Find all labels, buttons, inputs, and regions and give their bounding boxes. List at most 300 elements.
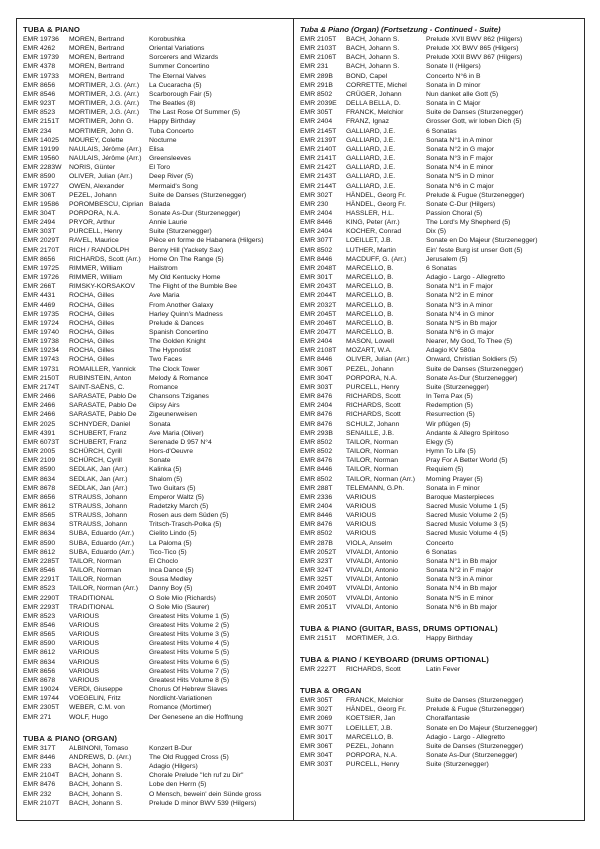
item-code: EMR 2151T xyxy=(300,634,337,642)
item-code: EMR 2005 xyxy=(23,448,56,456)
item-code: EMR 2103T xyxy=(300,45,337,53)
item-title: O Mensch, bewein' dein Sünde gross xyxy=(149,790,262,798)
item-composer: STRAUSS, Johann xyxy=(69,493,128,501)
item-title: Elegy (5) xyxy=(426,438,454,446)
item-composer: PEZEL, Johann xyxy=(346,742,394,750)
item-code: EMR 304T xyxy=(300,752,333,760)
item-composer: VIVALDI, Antonio xyxy=(346,576,399,584)
item-title: Sonata N°5 in E minor xyxy=(426,594,494,602)
item-code: EMR 8612 xyxy=(23,548,56,556)
item-code: EMR 2039E xyxy=(300,100,337,108)
item-composer: VARIOUS xyxy=(69,676,100,684)
item-composer: VIVALDI, Antonio xyxy=(346,585,399,593)
item-title: The Flight of the Bumble Bee xyxy=(149,283,238,291)
item-title: Andante & Allegro Spiritoso xyxy=(426,429,509,437)
item-composer: VARIOUS xyxy=(69,631,100,639)
catalog-row xyxy=(300,99,581,108)
item-title: Sonate en Do Majeur (Sturzenegger) xyxy=(426,237,538,245)
catalog-row xyxy=(300,310,581,319)
item-title: Pray For A Better World (5) xyxy=(426,457,508,465)
catalog-row xyxy=(300,714,581,723)
catalog-row xyxy=(23,456,290,465)
item-composer: SCHUBERT, Franz xyxy=(69,438,127,446)
item-title: Harley Quinn's Madness xyxy=(149,310,223,318)
item-composer: RAVEL, Maurice xyxy=(69,237,119,245)
item-code: EMR 266T xyxy=(23,283,56,291)
item-composer: VARIOUS xyxy=(69,612,100,620)
item-code: EMR 8590 xyxy=(23,640,56,648)
item-code: EMR 302T xyxy=(300,191,333,199)
item-code: EMR 231 xyxy=(300,63,329,71)
item-code: EMR 303T xyxy=(23,228,56,236)
item-title: Radetzky March (5) xyxy=(149,502,209,510)
item-title: El Toro xyxy=(149,164,171,172)
catalog-row xyxy=(300,475,581,484)
catalog-row xyxy=(300,273,581,282)
catalog-row xyxy=(300,751,581,760)
catalog-row xyxy=(23,346,290,355)
item-code: EMR 8678 xyxy=(23,484,56,492)
item-composer: VARIOUS xyxy=(69,649,100,657)
item-title: Nun danket alle Gott (5) xyxy=(426,90,499,98)
item-code: EMR 2107T xyxy=(23,799,60,807)
item-composer: HÄNDEL, Georg Fr. xyxy=(346,200,407,208)
catalog-row xyxy=(23,762,290,771)
item-title: Hailstrom xyxy=(149,264,178,272)
item-title: Suite de Danses (Sturzenegger) xyxy=(426,109,524,117)
catalog-row xyxy=(23,790,290,799)
item-title: Summer Concertino xyxy=(149,63,210,71)
item-code: EMR 307T xyxy=(300,724,333,732)
catalog-row xyxy=(300,172,581,181)
item-composer: VIVALDI, Antonio xyxy=(346,557,399,565)
item-composer: VARIOUS xyxy=(346,502,377,510)
item-composer: TAILOR, Norman (Arr.) xyxy=(346,475,415,483)
item-composer: HASSLER, H.L. xyxy=(346,209,394,217)
item-composer: STRAUSS, Johann xyxy=(69,521,128,529)
item-code: EMR 293B xyxy=(300,429,333,437)
item-title: Sonate As-Dur (Sturzenegger) xyxy=(149,209,241,217)
catalog-row xyxy=(300,392,581,401)
item-title: Prelude D minor BWV 539 (Hilgers) xyxy=(149,799,257,807)
item-code: EMR 19234 xyxy=(23,347,59,355)
catalog-row xyxy=(23,771,290,780)
catalog-row xyxy=(300,665,581,674)
item-title: Melody & Romance xyxy=(149,374,209,382)
item-code: EMR 8678 xyxy=(23,676,56,684)
catalog-row xyxy=(23,374,290,383)
item-title: Sonata N°2 in E minor xyxy=(426,292,494,300)
catalog-column-right xyxy=(294,19,584,820)
item-composer: VOEGELIN, Fritz xyxy=(69,695,121,703)
item-title: Concerto N°6 in B xyxy=(426,72,481,80)
item-title: Suite de Danses (Sturzenegger) xyxy=(426,697,524,705)
catalog-row xyxy=(23,355,290,364)
item-title: Sonata N°4 in E minor xyxy=(426,164,494,172)
item-composer: ROCHA, Gilles xyxy=(69,301,115,309)
catalog-row xyxy=(23,799,290,808)
item-composer: VIVALDI, Antonio xyxy=(346,603,399,611)
item-code: EMR 304T xyxy=(23,209,56,217)
item-title: Chorus Of Hebrew Slaves xyxy=(149,686,228,694)
item-code: EMR 8502 xyxy=(300,90,333,98)
item-code: EMR 305T xyxy=(300,697,333,705)
catalog-row xyxy=(23,246,290,255)
item-composer: VARIOUS xyxy=(346,530,377,538)
item-composer: SEDLAK, Jan (Arr.) xyxy=(69,484,128,492)
item-code: EMR 234 xyxy=(23,127,52,135)
item-title: Sonate xyxy=(149,457,171,465)
item-code: EMR 2032T xyxy=(300,301,337,309)
item-code: EMR 8446 xyxy=(23,753,56,761)
item-code: EMR 303T xyxy=(300,383,333,391)
item-title: My Old Kentucky Home xyxy=(149,274,221,282)
catalog-row xyxy=(300,365,581,374)
item-composer: LOEILLET, J.B. xyxy=(346,724,393,732)
catalog-row xyxy=(300,438,581,447)
catalog-row xyxy=(23,630,290,639)
catalog-row xyxy=(23,621,290,630)
catalog-row xyxy=(300,264,581,273)
catalog-row xyxy=(23,72,290,81)
catalog-row xyxy=(300,127,581,136)
catalog-row xyxy=(23,639,290,648)
item-title: Balada xyxy=(149,200,171,208)
item-composer: ROCHA, Gilles xyxy=(69,338,115,346)
item-code: EMR 2142T xyxy=(300,164,337,172)
catalog-section xyxy=(23,733,290,808)
item-composer: BACH, Johann S. xyxy=(346,45,400,53)
item-code: EMR 8565 xyxy=(23,631,56,639)
item-title: O Sole Mio (Richards) xyxy=(149,594,216,602)
item-composer: VARIOUS xyxy=(346,493,377,501)
item-title: The Lord's My Shepherd (5) xyxy=(426,219,511,227)
item-title: La Cucaracha (5) xyxy=(149,81,202,89)
item-composer: TAILOR, Norman xyxy=(346,448,398,456)
item-code: EMR 287B xyxy=(300,539,333,547)
item-code: EMR 2052T xyxy=(300,548,337,556)
catalog-row xyxy=(300,53,581,62)
item-composer: MORTIMER, J.G. (Arr.) xyxy=(69,109,140,117)
catalog-row xyxy=(300,117,581,126)
item-title: Greatest Hits Volume 1 (5) xyxy=(149,612,230,620)
item-title: Redemption (5) xyxy=(426,402,473,410)
item-composer: SCHÜRCH, Cyrill xyxy=(69,448,122,456)
catalog-row xyxy=(300,742,581,751)
item-composer: RICHARDS, Scott (Arr.) xyxy=(69,255,141,263)
catalog-section xyxy=(300,654,581,674)
item-title: Sonata in F minor xyxy=(426,484,480,492)
item-composer: RIMMER, William xyxy=(69,274,123,282)
item-composer: OLIVER, Julian (Arr.) xyxy=(69,173,133,181)
item-code: EMR 2227T xyxy=(300,666,337,673)
item-composer: ANDREWS, D. (Arr.) xyxy=(69,753,132,761)
catalog-row xyxy=(23,218,290,227)
catalog-row xyxy=(23,53,290,62)
item-composer: ROCHA, Gilles xyxy=(69,310,115,318)
item-composer: MORTIMER, J.G. xyxy=(346,634,400,642)
item-code: EMR 317T xyxy=(23,744,56,752)
item-code: EMR 2046T xyxy=(300,319,337,327)
catalog-row xyxy=(300,346,581,355)
catalog-row xyxy=(300,236,581,245)
item-composer: PRYOR, Arthur xyxy=(69,219,115,227)
catalog-row xyxy=(300,337,581,346)
catalog-row xyxy=(300,374,581,383)
item-composer: RICHARDS, Scott xyxy=(346,402,401,410)
item-composer: KOETSIER, Jan xyxy=(346,715,396,723)
item-composer: BACH, Johann S. xyxy=(69,772,123,780)
item-composer: MARCELLO, B. xyxy=(346,274,394,282)
item-title: The Hypnotist xyxy=(149,347,191,355)
item-composer: BOND, Capel xyxy=(346,72,388,80)
item-composer: BACH, Johann S. xyxy=(69,799,123,807)
item-code: EMR 8502 xyxy=(300,246,333,254)
item-code: EMR 2043T xyxy=(300,283,337,291)
item-code: EMR 8634 xyxy=(23,475,56,483)
item-code: EMR 8546 xyxy=(23,567,56,575)
catalog-row xyxy=(23,383,290,392)
item-composer: WOLF, Hugo xyxy=(69,713,108,721)
item-title: Prelude & Dances xyxy=(149,319,204,327)
item-title: Sonata in C Major xyxy=(426,100,481,108)
catalog-row xyxy=(300,705,581,714)
item-title: Grosser Gott, wir loben Dich (5) xyxy=(426,118,522,126)
catalog-row xyxy=(300,447,581,456)
item-composer: ROCHA, Gilles xyxy=(69,356,115,364)
item-code: EMR 2404 xyxy=(300,402,333,410)
item-title: Sonata N°2 in F major xyxy=(426,567,493,575)
catalog-row xyxy=(300,291,581,300)
item-title: Chansons Tziganes xyxy=(149,393,209,401)
item-code: EMR 2145T xyxy=(300,127,337,135)
item-code: EMR 2139T xyxy=(300,136,337,144)
item-code: EMR 8446 xyxy=(300,466,333,474)
item-code: EMR 306T xyxy=(23,191,56,199)
item-title: Adagio (Hilgers) xyxy=(149,763,198,771)
catalog-row xyxy=(23,475,290,484)
item-title: Morning Prayer (5) xyxy=(426,475,483,483)
item-code: EMR 8546 xyxy=(23,90,56,98)
catalog-row xyxy=(300,410,581,419)
item-composer: RICH / RANDOLPH xyxy=(69,246,130,254)
item-code: EMR 8590 xyxy=(23,173,56,181)
item-title: The Beatles (8) xyxy=(149,100,196,108)
item-code: EMR 2290T xyxy=(23,594,60,602)
item-composer: SCHNYDER, Daniel xyxy=(69,420,131,428)
item-code: EMR 323T xyxy=(300,557,333,565)
item-title: Sacred Music Volume 2 (5) xyxy=(426,512,508,520)
catalog-row xyxy=(23,438,290,447)
item-code: EMR 8446 xyxy=(300,219,333,227)
item-code: EMR 19724 xyxy=(23,319,59,327)
item-code: EMR 2466 xyxy=(23,402,56,410)
item-code: EMR 2174T xyxy=(23,383,60,391)
item-code: EMR 306T xyxy=(300,365,333,373)
catalog-row xyxy=(23,209,290,218)
item-composer: ALBINONI, Tomaso xyxy=(69,744,129,752)
item-composer: VARIOUS xyxy=(346,521,377,529)
catalog-row xyxy=(300,584,581,593)
item-code: EMR 8446 xyxy=(300,512,333,520)
item-composer: MOREN, Bertrand xyxy=(69,54,125,62)
item-title: Tico-Tico (5) xyxy=(149,548,187,556)
item-title: Choralfantasie xyxy=(426,715,470,723)
item-title: Spanish Concertino xyxy=(149,329,209,336)
item-title: Suite (Sturzenegger) xyxy=(426,761,489,769)
catalog-row xyxy=(300,566,581,575)
catalog-row xyxy=(300,456,581,465)
item-code: EMR 8476 xyxy=(300,457,333,465)
item-code: EMR 19743 xyxy=(23,356,59,364)
catalog-row xyxy=(300,733,581,742)
item-code: EMR 325T xyxy=(300,576,333,584)
item-title: Suite (Sturzenegger) xyxy=(149,228,212,236)
item-composer: RICHARDS, Scott xyxy=(346,411,401,419)
catalog-row xyxy=(23,420,290,429)
catalog-row xyxy=(300,502,581,511)
catalog-row xyxy=(23,236,290,245)
item-composer: SAINT-SAËNS, C. xyxy=(69,383,125,391)
catalog-row xyxy=(23,447,290,456)
item-title: Concerto xyxy=(426,539,454,547)
item-composer: VIVALDI, Antonio xyxy=(346,594,399,602)
item-title: Sacred Music Volume 1 (5) xyxy=(426,502,508,510)
catalog-row xyxy=(23,539,290,548)
catalog-section xyxy=(300,623,581,643)
item-composer: FRANCK, Melchior xyxy=(346,697,404,705)
catalog-row xyxy=(300,218,581,227)
item-title: Hors-d'Oeuvre xyxy=(149,448,193,456)
item-code: EMR 2045T xyxy=(300,310,337,318)
catalog-row xyxy=(23,365,290,374)
item-code: EMR 288T xyxy=(300,484,333,492)
item-code: EMR 8476 xyxy=(300,420,333,428)
catalog-row xyxy=(300,484,581,493)
section-header: TUBA & PIANO xyxy=(23,25,81,34)
item-title: Sonate C-Dur (Hilgers) xyxy=(426,200,496,208)
catalog-row xyxy=(300,383,581,392)
item-title: Greatest Hits Volume 5 (5) xyxy=(149,649,230,657)
item-code: EMR 8656 xyxy=(23,493,56,501)
item-code: EMR 2108T xyxy=(300,347,337,355)
item-composer: TRADITIONAL xyxy=(69,603,114,611)
item-title: Greatest Hits Volume 6 (5) xyxy=(149,658,230,666)
catalog-row xyxy=(23,511,290,520)
item-composer: RICHARDS, Scott xyxy=(346,666,401,673)
catalog-row xyxy=(300,548,581,557)
catalog-row xyxy=(23,172,290,181)
item-code: EMR 2404 xyxy=(300,118,333,126)
catalog-row xyxy=(23,753,290,762)
catalog-row xyxy=(23,44,290,53)
item-title: Two Faces xyxy=(149,356,182,364)
catalog-row xyxy=(300,420,581,429)
item-composer: SARASATE, Pablo De xyxy=(69,411,137,419)
item-code: EMR 2105T xyxy=(300,36,337,43)
item-composer: NAULAIS, Jérôme (Arr.) xyxy=(69,155,142,163)
item-composer: BACH, Johann S. xyxy=(69,790,123,798)
item-title: Chorale Prelude "Ich ruf zu Dir" xyxy=(149,772,244,780)
item-title: Two Guitars (5) xyxy=(149,484,196,492)
item-title: Sonata N°1 in Bb major xyxy=(426,557,498,565)
item-composer: MOREN, Bertrand xyxy=(69,72,125,80)
item-code: EMR 2143T xyxy=(300,173,337,181)
item-title: Sonate As-Dur (Sturzenegger) xyxy=(426,752,518,760)
catalog-row xyxy=(300,493,581,502)
item-code: EMR 2047T xyxy=(300,329,337,336)
item-title: Ein' feste Burg ist unser Gott (5) xyxy=(426,246,523,254)
item-composer: MORTIMER, J.G. (Arr.) xyxy=(69,100,140,108)
item-title: Happy Birthday xyxy=(426,634,473,642)
item-code: EMR 19727 xyxy=(23,182,59,190)
item-code: EMR 8590 xyxy=(23,539,56,547)
item-composer: TAILOR, Norman xyxy=(346,457,398,465)
catalog-row xyxy=(23,200,290,209)
catalog-row xyxy=(300,760,581,769)
catalog-row xyxy=(300,575,581,584)
item-code: EMR 8476 xyxy=(300,521,333,529)
item-composer: ROCHA, Gilles xyxy=(69,329,115,336)
item-composer: BACH, Johann S. xyxy=(69,763,123,771)
item-title: Resurrection (5) xyxy=(426,411,475,419)
item-code: EMR 4469 xyxy=(23,301,56,309)
item-title: Latin Fever xyxy=(426,666,461,673)
item-title: Prelude & Fugue (Sturzenegger) xyxy=(426,706,525,714)
catalog-row xyxy=(23,584,290,593)
item-title: Passion Choral (5) xyxy=(426,209,483,217)
item-composer: GALLIARD, J.E. xyxy=(346,127,396,135)
item-title: Gipsy Airs xyxy=(149,402,180,410)
item-composer: OWEN, Alexander xyxy=(69,182,125,190)
catalog-row xyxy=(23,273,290,282)
catalog-row xyxy=(300,108,581,117)
item-title: Sonata N°4 in Bb major xyxy=(426,585,498,593)
item-title: Sonata N°4 in G minor xyxy=(426,310,495,318)
item-title: Happy Birthday xyxy=(149,118,196,126)
item-composer: TAILOR, Norman xyxy=(346,438,398,446)
catalog-row xyxy=(300,35,581,44)
catalog-row xyxy=(23,401,290,410)
item-composer: SARASATE, Pablo De xyxy=(69,393,137,401)
item-code: EMR 2404 xyxy=(300,338,333,346)
catalog-row xyxy=(300,191,581,200)
catalog-row xyxy=(23,136,290,145)
item-code: EMR 2106T xyxy=(300,54,337,62)
item-composer: SENAILLE, J.B. xyxy=(346,429,394,437)
item-title: Elisa xyxy=(149,145,164,153)
item-code: EMR 6073T xyxy=(23,438,60,446)
item-code: EMR 306T xyxy=(300,742,333,750)
catalog-row xyxy=(23,99,290,108)
item-title: Onward, Christian Soldiers (5) xyxy=(426,356,518,364)
item-code: EMR 4431 xyxy=(23,292,56,300)
item-code: EMR 2283W xyxy=(23,164,62,172)
item-composer: SUBA, Eduardo (Arr.) xyxy=(69,548,134,556)
item-composer: TAILOR, Norman xyxy=(346,466,398,474)
item-title: Annie Laurie xyxy=(149,219,188,227)
item-composer: BACH, Johann S. xyxy=(346,54,400,62)
item-composer: VARIOUS xyxy=(69,640,100,648)
catalog-row xyxy=(300,539,581,548)
item-code: EMR 8612 xyxy=(23,502,56,510)
catalog-row xyxy=(23,337,290,346)
item-composer: HÄNDEL, Georg Fr. xyxy=(346,706,407,714)
catalog-row xyxy=(300,594,581,603)
item-code: EMR 19738 xyxy=(23,338,59,346)
item-composer: VIVALDI, Antonio xyxy=(346,548,399,556)
item-composer: VIOLA, Anselm xyxy=(346,539,393,547)
